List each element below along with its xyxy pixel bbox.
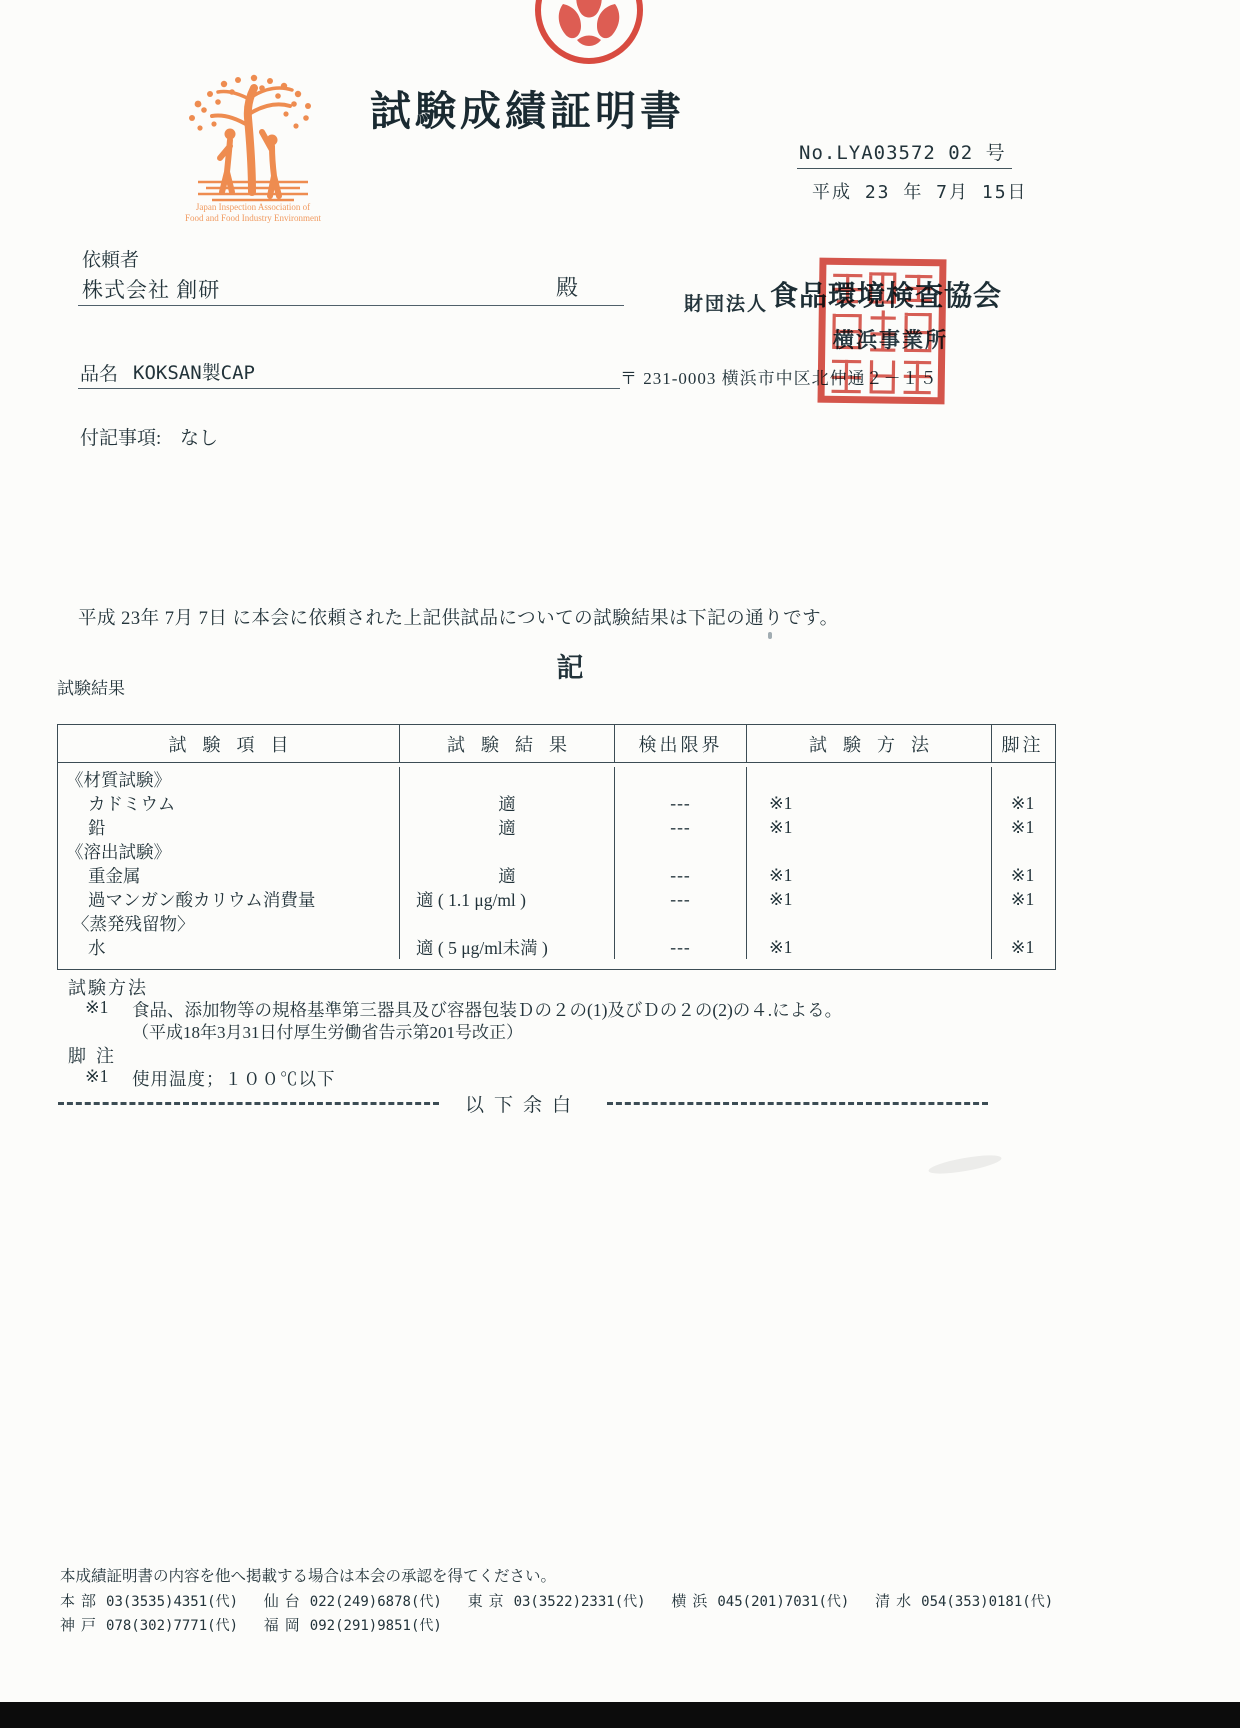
method-ref: ※1: [85, 997, 109, 1017]
method-text-amendment: （平成18年3月31日付厚生労働省告示第201号改正）: [132, 1023, 523, 1042]
footnotes-section-label: 脚注: [68, 1046, 124, 1066]
sample-name-value: KOKSAN製CAP: [133, 362, 255, 384]
remarks-value: なし: [180, 428, 219, 449]
office-entry: 仙台 022(249)6878(代): [263, 1594, 442, 1610]
cell-item: 《溶出試験》: [66, 841, 171, 862]
logo-caption-line1: Japan Inspection Association of: [195, 202, 311, 212]
square-seal-stamp-icon: [817, 257, 947, 405]
table-row: 過マンガン酸カリウム消費量 適 ( 1.1 μg/ml ) --- ※1 ※1: [58, 887, 1055, 911]
cell-item: カドミウム: [88, 793, 176, 814]
table-row: カドミウム 適 --- ※1 ※1: [58, 791, 1055, 815]
record-mark: 記: [556, 653, 584, 683]
table-body: [58, 763, 1055, 969]
office-entry: 東京 03(3522)2331(代): [467, 1594, 646, 1610]
issuer-office: 横浜事業所: [833, 329, 948, 352]
office-entry: 神戸 078(302)7771(代): [60, 1618, 239, 1634]
table-row: 重金属 適 --- ※1 ※1: [58, 863, 1055, 887]
footer-offices-line1: [60, 1590, 1075, 1611]
round-seal-stamp-icon: [533, 0, 645, 66]
sample-underline: [78, 388, 620, 389]
client-underline: [78, 305, 624, 306]
header-footnote: 脚注: [991, 725, 1053, 762]
logo-caption-line2: Food and Food Industry Environment: [185, 213, 321, 223]
end-of-content-divider: [58, 1090, 988, 1117]
scan-edge-bar: [0, 1702, 1240, 1728]
issuer-org-type: 財団法人: [684, 294, 769, 315]
remarks-label: 付記事項:: [80, 428, 162, 449]
table-row: [58, 767, 1055, 791]
client-label: 依頼者: [82, 250, 140, 271]
office-entry: 横浜 045(201)7031(代): [671, 1594, 850, 1610]
footer-notice: 本成績証明書の内容を他へ掲載する場合は本会の承認を得てください。: [60, 1568, 557, 1585]
table-row: [58, 839, 1055, 863]
table-header-row: [58, 725, 1055, 763]
footer-offices-line2: [60, 1614, 464, 1635]
divider-dashes-left: [58, 1102, 439, 1105]
cell-item: 重金属: [88, 865, 141, 886]
certificate-date: 平成 23 年 7月 15日: [812, 182, 1028, 203]
cell-item: 《材質試験》: [66, 769, 171, 790]
request-statement: 平成 23年 7月 7日 に本会に依頼された上記供試品についての試験結果は下記の通りです。: [78, 609, 839, 629]
office-entry: 福岡 092(291)9851(代): [263, 1618, 442, 1634]
methods-section-label: 試験方法: [68, 978, 148, 998]
association-logo: [163, 74, 343, 224]
header-test-item: 試験項目: [168, 734, 305, 755]
sample-name-label: 品名: [80, 364, 119, 385]
footnote-ref: ※1: [85, 1066, 109, 1086]
cell-item: 鉛: [88, 817, 106, 838]
header-test-method: 試験方法: [746, 725, 991, 762]
divider-dashes-right: [607, 1102, 988, 1105]
header-detection-limit: 検出限界: [614, 725, 746, 762]
cell-item: 水: [88, 937, 106, 958]
issuer-org-name: 食品環境検査協会: [770, 280, 1003, 311]
certificate-number: No.LYA03572 02 号: [797, 138, 1012, 169]
client-name: 株式会社 創研: [82, 278, 221, 302]
cell-item: 過マンガン酸カリウム消費量: [88, 889, 316, 910]
results-section-label: 試験結果: [57, 679, 125, 698]
end-of-content-label: 以下余白: [465, 1095, 582, 1116]
table-row: 水 適 ( 5 μg/ml未満 ) --- ※1 ※1: [58, 935, 1055, 959]
scan-smudge: [927, 1152, 1002, 1178]
office-entry: 本部 03(3535)4351(代): [60, 1594, 239, 1610]
method-text: 食品、添加物等の規格基準第三器具及び容器包装Ｄの２の(1)及びＤの２の(2)の４.による。: [132, 1000, 843, 1020]
header-test-result: 試験結果: [399, 725, 614, 762]
table-row: [58, 911, 1055, 935]
scan-artifact-dot: [768, 632, 772, 639]
office-entry: 清水 054(353)0181(代): [875, 1594, 1054, 1610]
client-honorific: 殿: [556, 275, 579, 300]
document-title: 試験成績証明書: [370, 88, 685, 134]
cell-item: 〈蒸発残留物〉: [72, 913, 195, 934]
footnote-text: 使用温度；１００℃以下: [132, 1069, 336, 1089]
issuer-address: 〒 231-0003 横浜市中区北仲通２－１５: [620, 369, 938, 388]
results-table: [57, 724, 1056, 970]
tree-logo-icon: [168, 74, 338, 202]
table-row: 鉛 適 --- ※1 ※1: [58, 815, 1055, 839]
